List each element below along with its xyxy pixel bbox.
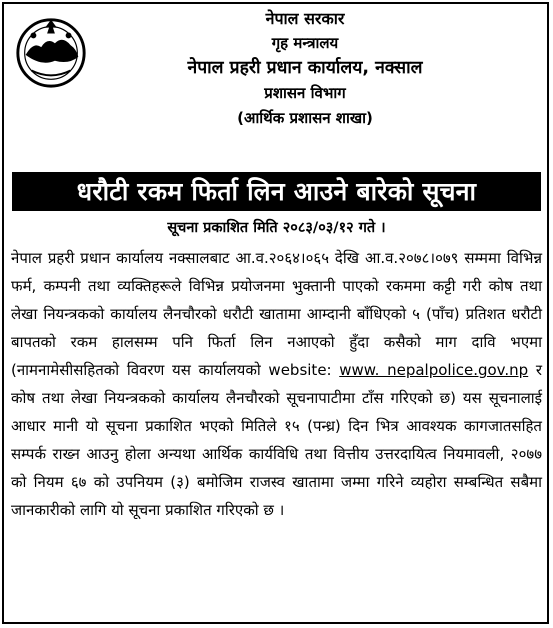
notice-title: धरौटी रकम फिर्ता लिन आउने बारेको सूचना bbox=[12, 172, 541, 211]
notice-body bbox=[11, 244, 542, 524]
nepal-emblem-icon bbox=[12, 12, 90, 90]
notice-paragraph bbox=[11, 244, 542, 524]
body-text-part2: र कोष तथा लेखा नियन्त्रकको कार्यालय लैनचौरको सूचनापाटीमा टाँस गरिएको छ) यस सूचनालाई आधार मानी यो सूचना प्रकाशित भएको मितिले १५ (पन्ध्र) दिन भित्र आवश्यक कागजातसहित सम्पर्क राख्न आउनु होला अन्यथा आर्थिक कार्यविधि तथा वित्तीय उत्तरदायित्व नियमावली, २०७७ को नियम ६७ को उपनियम (३) बमोजिम राजस्व खातामा जम्मा गरिने व्यहोरा सम्बन्धित सबैमा जानकारीको लागि यो सूचना प्रकाशित गरिएको छ । bbox=[11, 361, 542, 519]
section-name: (आर्थिक प्रशासन शाखा) bbox=[237, 109, 373, 127]
government-name: नेपाल सरकार bbox=[265, 9, 345, 28]
body-text-part1: नेपाल प्रहरी प्रधान कार्यालय नक्सालबाट आ.व.२०६४।०६५ देखि आ.व.२०७८।०७९ सम्ममा विभिन्न फर्म, कम्पनी तथा व्यक्तिहरूले विभिन्न प्रयोजनमा भुक्तानी पाएको रकममा कट्टी गरी कोष तथा लेखा नियन्त्रकको कार्यालय लैनचौरको धरौटी खातामा आम्दानी बाँधिएको ५ (पाँच) प्रतिशत धरौटी बापतको रकम हालसम्म पनि फिर्ता लिन नआएको हुँदा कसैको माग दावि भएमा (नामनामेसीसहितको विवरण यस कार्यालयको website: bbox=[11, 249, 542, 379]
website-link[interactable]: www. nepalpolice.gov.np bbox=[339, 361, 529, 379]
ministry-name: गृह मन्त्रालय bbox=[271, 34, 339, 52]
publication-date: सूचना प्रकाशित मिति २०८३/०३/१२ गते । bbox=[167, 220, 386, 236]
office-name: नेपाल प्रहरी प्रधान कार्यालय, नक्साल bbox=[187, 58, 423, 78]
letterhead bbox=[95, 6, 515, 131]
department-name: प्रशासन विभाग bbox=[264, 84, 346, 102]
